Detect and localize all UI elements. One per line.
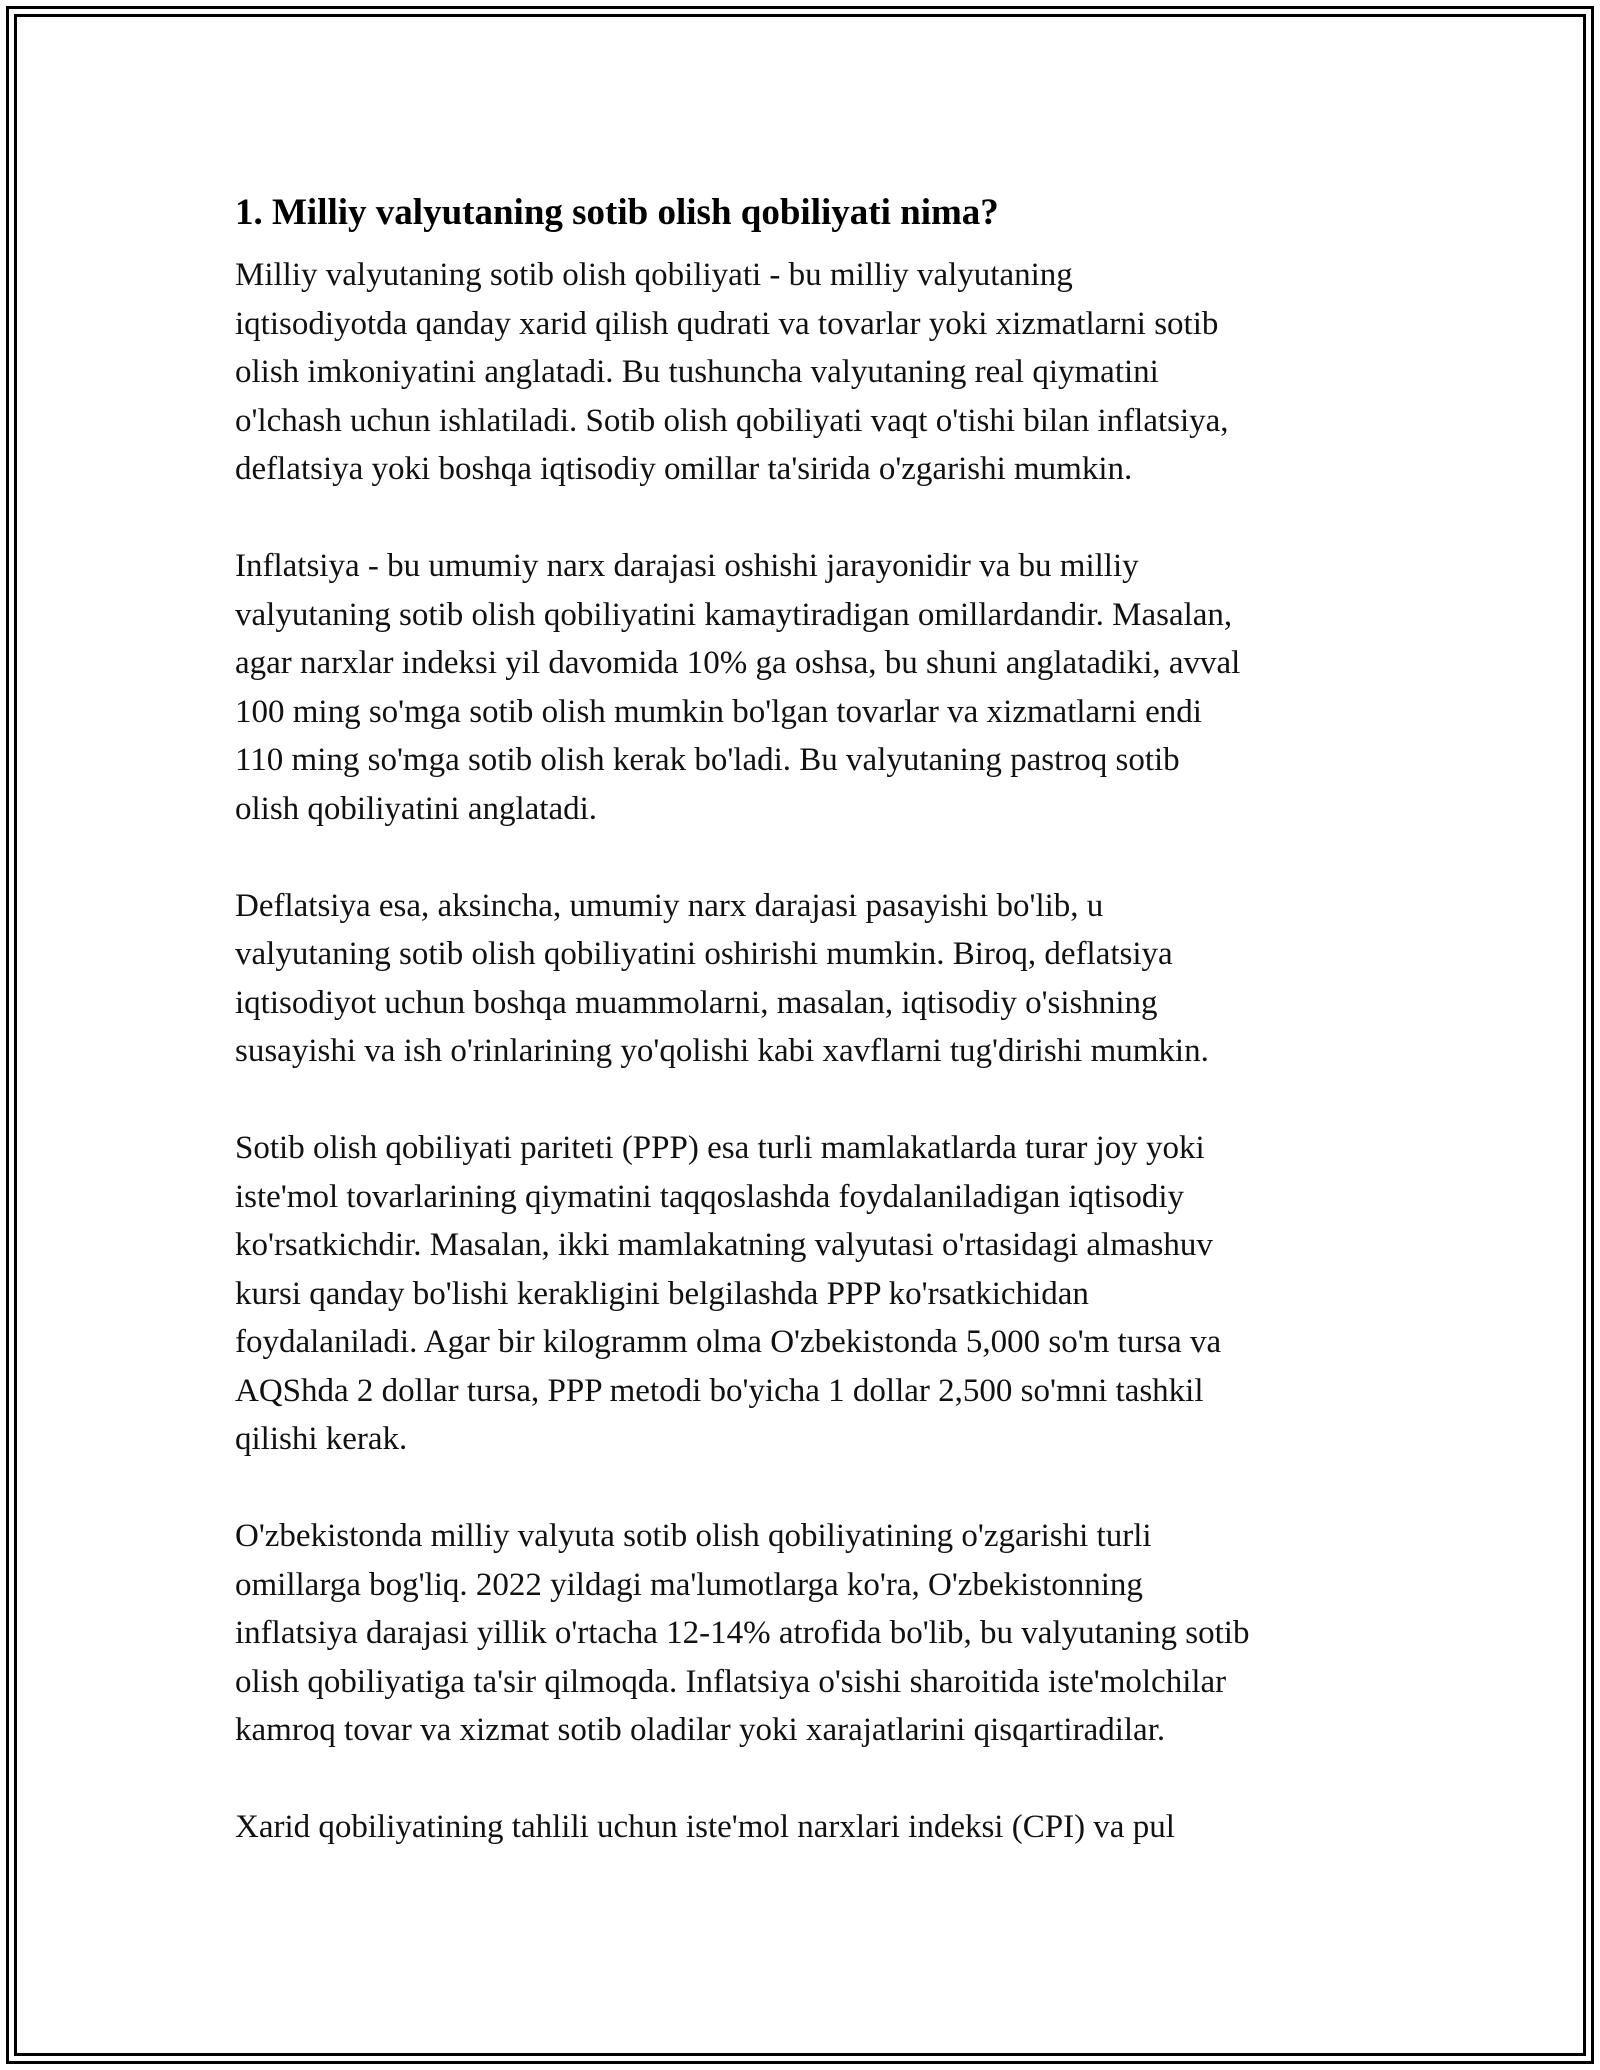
paragraph-line: o'lchash uchun ishlatiladi. Sotib olish qobiliyati vaqt o'tishi bilan inflatsiya, [235, 402, 1229, 439]
paragraph [235, 1512, 1375, 1755]
document-body [235, 185, 1375, 1852]
paragraph-line: olish imkoniyatini anglatadi. Bu tushuncha valyutaning real qiymatini [235, 354, 1159, 390]
paragraph-line: Milliy valyutaning sotib olish qobiliyati - bu milliy valyutaning [235, 257, 1073, 293]
paragraph-line: Xarid qobiliyatining tahlili uchun iste'mol narxlari indeksi (CPI) va pul [235, 1809, 1175, 1845]
paragraph-line: Inflatsiya - bu umumiy narx darajasi oshishi jarayonidir va bu milliy [235, 548, 1139, 584]
paragraph-list [235, 251, 1375, 1852]
paragraph-line: susayishi va ish o'rinlarining yo'qolishi kabi xavflarni tug'dirishi mumkin. [235, 1033, 1209, 1069]
paragraph-line: valyutaning sotib olish qobiliyatini kamaytiradigan omillardandir. Masalan, [235, 596, 1233, 633]
paragraph-line: qilishi kerak. [235, 1421, 408, 1457]
paragraph-line: foydalaniladi. Agar bir kilogramm olma O'zbekistonda 5,000 so'm tursa va [235, 1324, 1222, 1360]
paragraph-line: kamroq tovar va xizmat sotib oladilar yoki xarajatlarini qisqartiradilar. [235, 1712, 1166, 1748]
paragraph-line: iste'mol tovarlarining qiymatini taqqoslashda foydalaniladigan iqtisodiy [235, 1178, 1185, 1215]
paragraph-line: deflatsiya yoki boshqa iqtisodiy omillar ta'sirida o'zgarishi mumkin. [235, 451, 1133, 487]
paragraph-line: Sotib olish qobiliyati pariteti (PPP) esa turli mamlakatlarda turar joy yoki [235, 1130, 1205, 1166]
paragraph [235, 1124, 1375, 1464]
paragraph-line: valyutaning sotib olish qobiliyatini oshirishi mumkin. Biroq, deflatsiya [235, 936, 1173, 972]
paragraph-line: 110 ming so'mga sotib olish kerak bo'ladi. Bu valyutaning pastroq sotib [235, 742, 1180, 778]
paragraph-line: 100 ming so'mga sotib olish mumkin bo'lgan tovarlar va xizmatlarni endi [235, 693, 1202, 730]
paragraph-line: olish qobiliyatiga ta'sir qilmoqda. Inflatsiya o'sishi sharoitida iste'molchilar [235, 1663, 1227, 1700]
paragraph-line: Deflatsiya esa, aksincha, umumiy narx darajasi pasayishi bo'lib, u [235, 887, 1104, 924]
paragraph-line: iqtisodiyot uchun boshqa muammolarni, masalan, iqtisodiy o'sishning [235, 984, 1158, 1021]
paragraph [235, 542, 1375, 833]
paragraph [235, 882, 1375, 1076]
paragraph-line: ko'rsatkichdir. Masalan, ikki mamlakatning valyutasi o'rtasidagi almashuv [235, 1227, 1213, 1263]
paragraph-line: omillarga bog'liq. 2022 yildagi ma'lumotlarga ko'ra, O'zbekistonning [235, 1566, 1143, 1603]
section-heading: 1. Milliy valyutaning sotib olish qobiliyati nima? [235, 192, 999, 233]
paragraph-line: O'zbekistonda milliy valyuta sotib olish qobiliyatining o'zgarishi turli [235, 1518, 1152, 1554]
paragraph-line: agar narxlar indeksi yil davomida 10% ga oshsa, bu shuni anglatadiki, avval [235, 645, 1241, 681]
paragraph-line: olish qobiliyatini anglatadi. [235, 790, 598, 827]
paragraph-line: iqtisodiyotda qanday xarid qilish qudrati va tovarlar yoki xizmatlarni sotib [235, 305, 1219, 342]
paragraph-line: AQShda 2 dollar tursa, PPP metodi bo'yicha 1 dollar 2,500 so'mni tashkil [235, 1372, 1204, 1409]
paragraph [235, 1803, 1375, 1852]
paragraph-line: inflatsiya darajasi yillik o'rtacha 12-14% atrofida bo'lib, bu valyutaning sotib [235, 1615, 1250, 1651]
paragraph-line: kursi qanday bo'lishi kerakligini belgilashda PPP ko'rsatkichidan [235, 1275, 1089, 1312]
paragraph [235, 251, 1375, 494]
